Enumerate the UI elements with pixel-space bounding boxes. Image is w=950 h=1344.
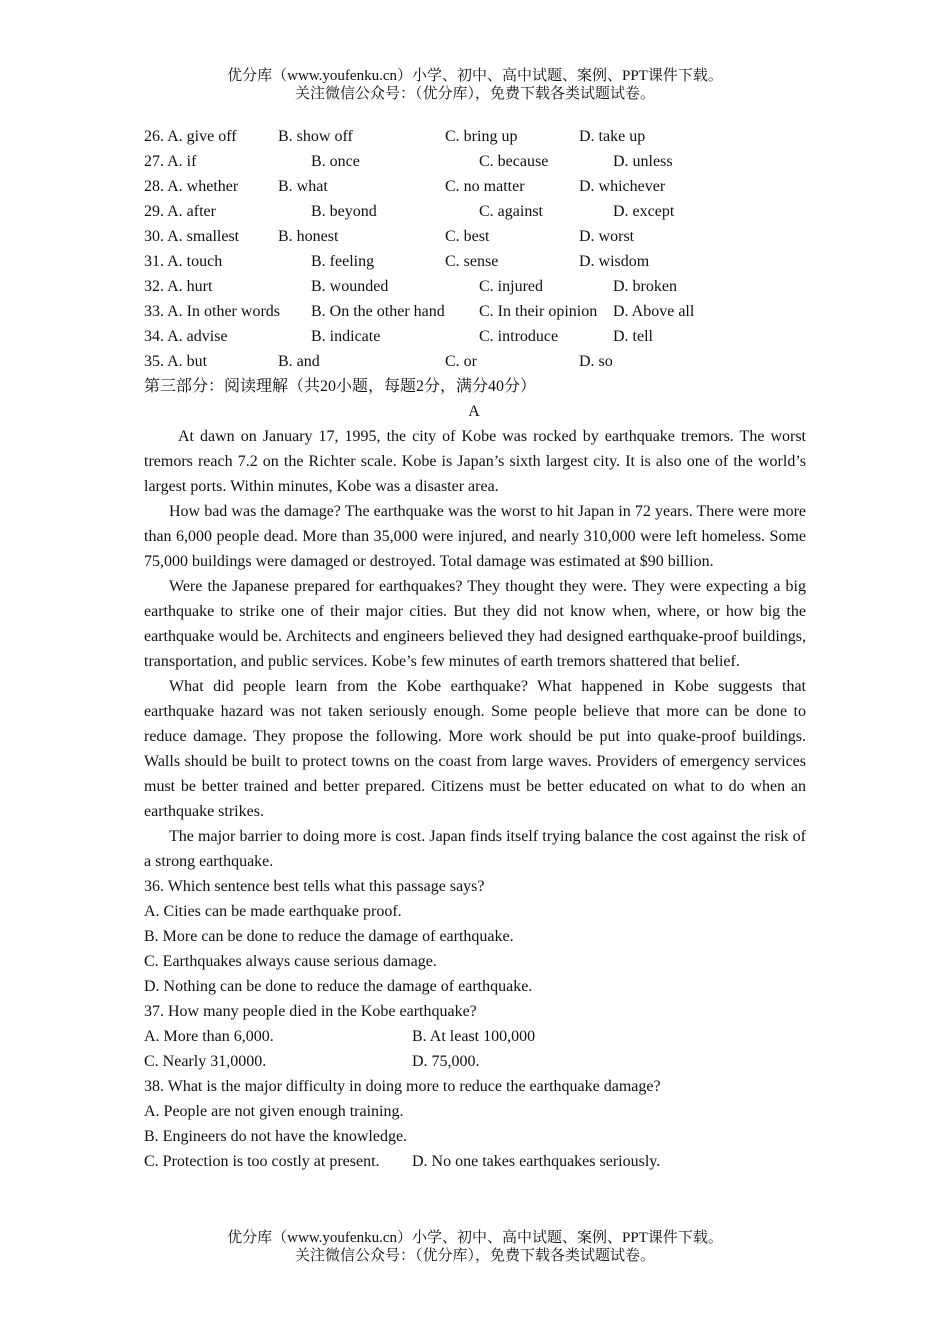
question-number: 28.: [144, 178, 164, 195]
option-text: A. if: [167, 153, 197, 170]
page-footer: [0, 1229, 950, 1265]
header-line-1: 优分库（www.youfenku.cn）小学、初中、高中试题、案例、PPT课件下载。: [227, 68, 723, 84]
cloze-option-d: D. tell: [613, 328, 653, 345]
cloze-option-c: C. In their opinion: [479, 303, 598, 320]
question-38-options-row-cd: [144, 1149, 806, 1174]
passage-paragraph: How bad was the damage? The earthquake was the worst to hit Japan in 72 years. There were more than 6,000 people dead. More than 35,000 were injured, and nearly 310,000 were left homeless. Some 75,000 buildings were damaged or destroyed. Total damage was estimated at $90 billion.: [144, 503, 806, 570]
question-36-option-b: B. More can be done to reduce the damage of earthquake.: [144, 928, 514, 945]
cloze-option-d: D. so: [579, 353, 613, 370]
question-number: 26.: [144, 128, 164, 145]
footer-line-2: 关注微信公众号：（优分库），免费下载各类试题试卷。: [294, 1248, 655, 1264]
question-37-options-row-1: [144, 1024, 806, 1049]
question-38-option-a: A. People are not given enough training.: [144, 1103, 404, 1120]
cloze-option-c: C. or: [445, 353, 477, 370]
question-37-option-a: A. More than 6,000.: [144, 1028, 274, 1045]
question-number: 35.: [144, 353, 164, 370]
cloze-option-d: D. whichever: [579, 178, 666, 195]
cloze-option-c: C. against: [479, 203, 543, 220]
header-line-2: 关注微信公众号：（优分库），免费下载各类试题试卷。: [294, 86, 655, 102]
passage-paragraph: Were the Japanese prepared for earthquakes? They thought they were. They were expecting a big earthquake to strike one of their major cities. But they did not know when, where, or how big the earthquake would be. Architects and engineers believed they had designed earthquake-proof buildings, transportation, and public services. Kobe’s few minutes of earth tremors shattered that belief.: [144, 578, 806, 670]
passage-paragraph: At dawn on January 17, 1995, the city of Kobe was rocked by earthquake tremors. The worst tremors reach 7.2 on the Richter scale. Kobe is Japan’s sixth largest city. It is also one of the world’s largest ports. Within minutes, Kobe was a disaster area.: [144, 428, 806, 495]
cloze-option-c: C. injured: [479, 278, 543, 295]
question-38-stem: 38. What is the major difficulty in doing more to reduce the earthquake damage?: [144, 1078, 661, 1095]
cloze-option-row: [144, 124, 806, 149]
cloze-option-row: [144, 299, 806, 324]
page-header: [0, 67, 950, 103]
question-37-option-b: B. At least 100,000: [412, 1028, 536, 1045]
option-text: A. In other words: [167, 303, 280, 320]
question-number: 30.: [144, 228, 164, 245]
cloze-option-c: C. sense: [445, 253, 499, 270]
question-37-option-d: D. 75,000.: [412, 1053, 480, 1070]
cloze-option-a: [144, 124, 237, 149]
option-text: A. but: [167, 353, 208, 370]
cloze-options-list: [144, 124, 806, 374]
section3-title: 第三部分：阅读理解（共20小题，每题2分，满分40分）: [144, 378, 537, 395]
passage-paragraph: The major barrier to doing more is cost. Japan finds itself trying balance the cost against the risk of a strong earthquake.: [144, 828, 806, 870]
question-38-option-b: B. Engineers do not have the knowledge.: [144, 1128, 408, 1145]
question-number: 27.: [144, 153, 164, 170]
question-number: 29.: [144, 203, 164, 220]
question-number: 34.: [144, 328, 164, 345]
cloze-option-d: D. broken: [613, 278, 677, 295]
cloze-option-d: D. unless: [613, 153, 673, 170]
cloze-option-d: D. Above all: [613, 303, 695, 320]
cloze-option-c: C. because: [479, 153, 549, 170]
passage-label: A: [468, 403, 480, 420]
question-37-stem: 37. How many people died in the Kobe earthquake?: [144, 1003, 477, 1020]
cloze-option-d: D. take up: [579, 128, 646, 145]
cloze-option-b: B. feeling: [311, 253, 375, 270]
cloze-option-c: C. no matter: [445, 178, 525, 195]
cloze-option-a: [144, 349, 207, 374]
question-36-option-a: A. Cities can be made earthquake proof.: [144, 903, 402, 920]
cloze-option-a: [144, 224, 239, 249]
cloze-option-b: B. indicate: [311, 328, 381, 345]
cloze-option-row: [144, 249, 806, 274]
option-text: A. hurt: [167, 278, 213, 295]
cloze-option-b: B. honest: [278, 228, 339, 245]
cloze-option-a: [144, 274, 212, 299]
option-text: A. after: [167, 203, 216, 220]
cloze-option-b: B. On the other hand: [311, 303, 445, 320]
cloze-option-a: [144, 249, 222, 274]
page-content: [144, 124, 806, 1174]
option-text: A. smallest: [167, 228, 240, 245]
option-text: A. advise: [167, 328, 228, 345]
question-36-option-c: C. Earthquakes always cause serious damage.: [144, 953, 437, 970]
question-38-option-d: D. No one takes earthquakes seriously.: [412, 1153, 661, 1170]
cloze-option-c: C. introduce: [479, 328, 559, 345]
question-number: 31.: [144, 253, 164, 270]
cloze-option-a: [144, 174, 238, 199]
option-text: A. touch: [167, 253, 223, 270]
cloze-option-d: D. worst: [579, 228, 635, 245]
cloze-option-c: C. best: [445, 228, 490, 245]
cloze-option-a: [144, 199, 216, 224]
cloze-option-row: [144, 274, 806, 299]
footer-line-1: 优分库（www.youfenku.cn）小学、初中、高中试题、案例、PPT课件下载。: [227, 1230, 723, 1246]
question-number: 32.: [144, 278, 164, 295]
cloze-option-b: B. beyond: [311, 203, 377, 220]
cloze-option-a: [144, 149, 196, 174]
question-number: 33.: [144, 303, 164, 320]
cloze-option-row: [144, 199, 806, 224]
option-text: A. whether: [167, 178, 239, 195]
question-36-option-d: D. Nothing can be done to reduce the damage of earthquake.: [144, 978, 533, 995]
cloze-option-c: C. bring up: [445, 128, 518, 145]
cloze-option-a: [144, 299, 280, 324]
question-37-options-row-2: [144, 1049, 806, 1074]
cloze-option-row: [144, 174, 806, 199]
cloze-option-d: D. wisdom: [579, 253, 650, 270]
cloze-option-a: [144, 324, 228, 349]
cloze-option-row: [144, 224, 806, 249]
cloze-option-b: B. and: [278, 353, 320, 370]
option-text: A. give off: [167, 128, 237, 145]
question-38-option-c: C. Protection is too costly at present.: [144, 1153, 380, 1170]
cloze-option-b: B. show off: [278, 128, 353, 145]
cloze-option-b: B. wounded: [311, 278, 389, 295]
cloze-option-b: B. what: [278, 178, 328, 195]
cloze-option-row: [144, 349, 806, 374]
cloze-option-row: [144, 324, 806, 349]
question-36-stem: 36. Which sentence best tells what this passage says?: [144, 878, 485, 895]
question-37-option-c: C. Nearly 31,0000.: [144, 1053, 267, 1070]
cloze-option-b: B. once: [311, 153, 360, 170]
cloze-option-row: [144, 149, 806, 174]
cloze-option-d: D. except: [613, 203, 675, 220]
passage-paragraph: What did people learn from the Kobe earthquake? What happened in Kobe suggests that earthquake hazard was not taken seriously enough. Some people believe that more can be done to reduce damage. They propose the following. More work should be put into quake-proof buildings. Walls should be built to protect towns on the coast from large waves. Providers of emergency services must be better trained and better prepared. Citizens must be better educated on what to do when an earthquake strikes.: [144, 678, 806, 820]
